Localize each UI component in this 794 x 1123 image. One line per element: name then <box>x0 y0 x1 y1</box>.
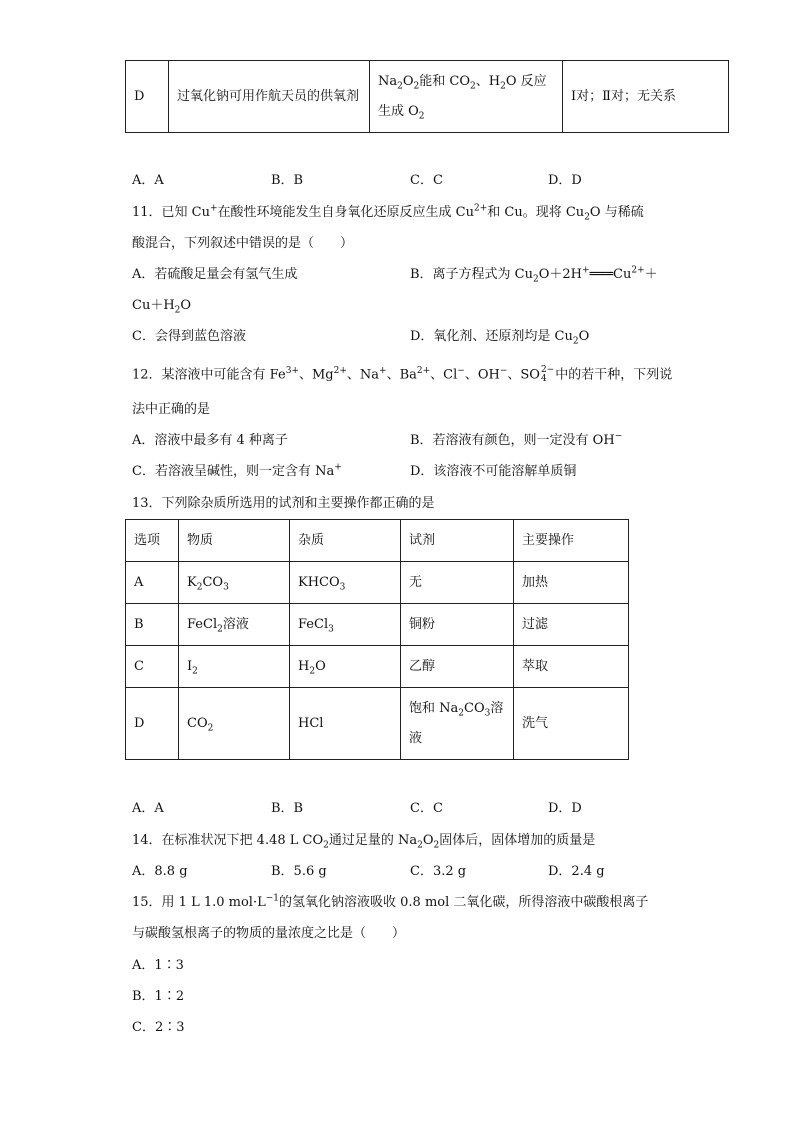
q13-row-c-operation: 萃取 <box>514 646 629 688</box>
q14-answer-a: A．8.8 g <box>132 864 188 879</box>
q10-row-judgement: Ⅰ对；Ⅱ对；无关系 <box>563 61 729 133</box>
q14-answer-c: C．3.2 g <box>410 864 467 879</box>
q13-table-header-row <box>126 520 629 562</box>
q11-option-d: D．氧化剂、还原剂均是 $Cu_2O$ <box>410 329 590 347</box>
q13-row-d-option: D <box>126 688 179 760</box>
q13-row-b-operation: 过滤 <box>514 604 629 646</box>
q13-row-c-impurity: $H_2O$ <box>290 646 401 688</box>
q13-answer-d: D．D <box>548 801 582 816</box>
q13-header-reagent: 试剂 <box>401 520 514 562</box>
q10-row-statement-1: 过氧化钠可用作航天员的供氧剂 <box>169 61 370 133</box>
q12-stem-line-2: 法中正确的是 <box>132 402 211 417</box>
q15-answer-c: C．2∶3 <box>132 1020 185 1035</box>
q14-stem: 14．在标准状况下把 4.48 L $CO_2$通过足量的 $Na_2O_2$固体后，固体增加的质量是 <box>132 833 596 851</box>
q13-row-c-reagent: 乙醇 <box>401 646 514 688</box>
q14-answer-d: D．2.4 g <box>548 864 605 879</box>
q10-answer-b: B．B <box>271 173 304 188</box>
q12-option-b: B．若溶液有颜色，则一定没有 OH− <box>410 431 623 448</box>
q13-header-substance: 物质 <box>179 520 290 562</box>
q13-table <box>125 519 629 760</box>
q13-header-operation: 主要操作 <box>514 520 629 562</box>
q10-answer-a: A．A <box>132 173 164 188</box>
q15-stem-line-1: 15．用 1 L 1.0 $mol\cdot L^{-1}$的氢氧化钠溶液吸收 0.8 mol 二氧化碳，所得溶液中碳酸根离子 <box>132 893 649 910</box>
q11-option-a: A．若硫酸足量会有氢气生成 <box>132 267 298 282</box>
q13-row-a-substance: $K_2CO_3$ <box>179 562 290 604</box>
q13-row-d-impurity: HCl <box>290 688 401 760</box>
q10-row-option: D <box>126 61 169 133</box>
q13-row-d-operation: 洗气 <box>514 688 629 760</box>
q13-row-a-option: A <box>126 562 179 604</box>
q13-row-c-substance: $I_2$ <box>179 646 290 688</box>
q13-row-a-operation: 加热 <box>514 562 629 604</box>
q13-row-c-option: C <box>126 646 179 688</box>
q13-row-a-impurity: $KHCO_3$ <box>290 562 401 604</box>
table-row <box>126 688 629 760</box>
q13-header-option: 选项 <box>126 520 179 562</box>
q13-row-b-substance: FeCl$_2$溶液 <box>179 604 290 646</box>
q13-row-b-option: B <box>126 604 179 646</box>
q10-answer-c: C．C <box>410 173 443 188</box>
q11-stem-line-1: 11．已知 Cu+在酸性环境能发生自身氧化还原反应生成 $Cu^{2+}$和 Cu。现将 $Cu_2O$ 与稀硫 <box>132 203 644 223</box>
q13-answer-c: C．C <box>410 801 443 816</box>
q13-row-d-reagent: 饱和 $Na_2CO_3$溶 液 <box>401 688 514 760</box>
q12-option-a: A．溶液中最多有 4 种离子 <box>132 433 288 448</box>
q11-stem-line-2: 酸混合，下列叙述中错误的是（ ） <box>132 236 354 251</box>
q15-answer-a: A．1∶3 <box>132 958 184 973</box>
q15-stem-line-2: 与碳酸氢根离子的物质的量浓度之比是（ ） <box>132 926 406 941</box>
table-row <box>126 562 629 604</box>
q11-option-c: C．会得到蓝色溶液 <box>132 329 246 344</box>
q15-answer-b: B．1∶2 <box>132 989 185 1004</box>
table-row <box>126 604 629 646</box>
q13-stem: 13．下列除杂质所选用的试剂和主要操作都正确的是 <box>132 496 435 511</box>
q13-row-b-impurity: FeCl$_3$ <box>290 604 401 646</box>
q12-option-c: C．若溶液呈碱性，则一定含有 Na+ <box>132 462 342 479</box>
q14-answer-b: B．5.6 g <box>271 864 327 879</box>
q13-row-b-reagent: 铜粉 <box>401 604 514 646</box>
q11-option-b-continued: $Cu+H_2O$ <box>132 298 192 316</box>
q13-row-d-substance: $CO_2$ <box>179 688 290 760</box>
q10-row-statement-2: $Na_2O_2$能和 $CO_2$、$H_2O$ 反应生成 $O_2$ <box>370 61 563 133</box>
q13-answer-a: A．A <box>132 801 164 816</box>
q13-answer-b: B．B <box>271 801 304 816</box>
q10-answer-d: D．D <box>548 173 582 188</box>
q11-option-b: B．离子方程式为 $Cu_2O+2H^+═══Cu^{2+}+$ <box>410 265 658 285</box>
q10-table-continuation <box>125 60 729 133</box>
q13-row-a-reagent: 无 <box>401 562 514 604</box>
q12-stem-line-1: 12．某溶液中可能含有 $Fe^{3+}$、$Mg^{2+}$、Na+、$Ba^{2+}$、Cl−、OH−、SO 2− 4 中的若干种，下列说 <box>132 365 673 384</box>
q12-option-d: D．该溶液不可能溶解单质铜 <box>410 464 577 479</box>
q13-header-impurity: 杂质 <box>290 520 401 562</box>
table-row <box>126 646 629 688</box>
